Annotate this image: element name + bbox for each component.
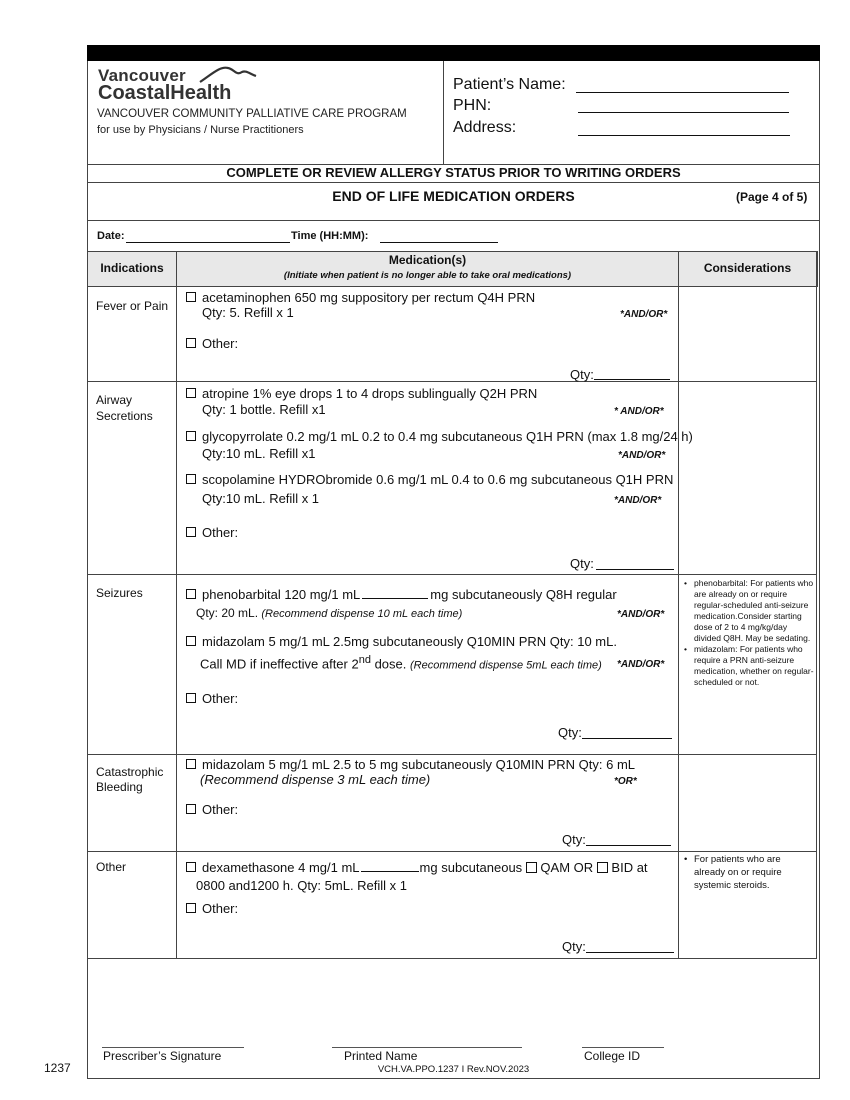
logo-coastalhealth: CoastalHealth	[98, 82, 232, 104]
qty-label: Qty:	[558, 725, 582, 740]
form-title: END OF LIFE MEDICATION ORDERS	[332, 188, 575, 204]
checkbox[interactable]	[186, 759, 196, 769]
qty-label: Qty:	[570, 367, 594, 382]
checkbox[interactable]	[186, 431, 196, 441]
consideration-phenobarbital: • phenobarbital: For patients who are already on or require regular-scheduled anti-seizure medication.Consider starting dose of 2 to 4 mg/kg/day divided Q8H. May be sedating. • midazolam: For patients who require a PRN anti-seizure medication, whether on regular-scheduled or not.	[684, 578, 814, 687]
college-id-field[interactable]	[582, 1047, 664, 1048]
column-divider	[678, 251, 679, 959]
and-or-label: *AND/OR*	[620, 309, 668, 320]
and-or-label: *AND/OR*	[617, 609, 665, 620]
address-field[interactable]	[578, 135, 790, 136]
divider	[87, 182, 820, 183]
indication-bleeding-line1: Catastrophic	[96, 765, 164, 779]
checkbox[interactable]	[186, 474, 196, 484]
med-dexamethasone-line2: 0800 and1200 h. Qty: 5mL. Refill x 1	[196, 878, 408, 893]
printed-name-field[interactable]	[332, 1047, 522, 1048]
med-midazolam-bleeding-recommend: (Recommend dispense 3 mL each time)	[200, 772, 431, 787]
col-medications: Medication(s)	[388, 253, 467, 267]
checkbox[interactable]	[186, 636, 196, 646]
med-glycopyrrolate-qty: Qty:10 mL. Refill x1	[202, 446, 316, 461]
date-label: Date:	[97, 230, 125, 242]
med-atropine-qty: Qty: 1 bottle. Refill x1	[202, 402, 326, 417]
indication-airway-line1: Airway	[96, 393, 133, 407]
col-indications: Indications	[100, 261, 164, 275]
indication-airway-line2: Secretions	[96, 409, 153, 423]
qam-checkbox[interactable]	[526, 862, 537, 873]
divider	[87, 220, 820, 221]
phn-label: PHN:	[453, 97, 492, 114]
checkbox[interactable]	[186, 388, 196, 398]
page-number: 1237	[44, 1061, 71, 1075]
and-or-label: *AND/OR*	[617, 659, 665, 670]
qty-field[interactable]	[586, 952, 674, 953]
qty-field[interactable]	[596, 569, 674, 570]
page-indicator: (Page 4 of 5)	[736, 190, 808, 204]
checkbox[interactable]	[186, 527, 196, 537]
med-scopolamine-qty: Qty:10 mL. Refill x 1	[202, 491, 320, 506]
med-midazolam-seizure-note: Call MD if ineffective after 2nd dose. (Recommend dispense 5mL each time)	[200, 654, 602, 672]
patient-name-label: Patient’s Name:	[453, 76, 566, 93]
form-code: VCH.VA.PPO.1237 I Rev.NOV.2023	[377, 1064, 530, 1075]
med-dexamethasone[interactable]: dexamethasone 4 mg/1 mL mg subcutaneous QAM OR BID at	[186, 860, 648, 875]
prescriber-signature-label: Prescriber’s Signature	[103, 1049, 222, 1063]
qty-field[interactable]	[582, 738, 672, 739]
row-divider	[87, 851, 816, 852]
col-considerations: Considerations	[703, 261, 792, 275]
med-midazolam-seizure[interactable]: midazolam 5 mg/1 mL 2.5mg subcutaneously Q10MIN PRN Qty: 10 mL.	[186, 634, 617, 649]
qty-field[interactable]	[586, 845, 671, 846]
other-option[interactable]: Other:	[186, 802, 238, 817]
med-acetaminophen[interactable]: acetaminophen 650 mg suppository per rectum Q4H PRN	[186, 290, 535, 305]
patient-name-field[interactable]	[576, 92, 789, 93]
med-phenobarbital[interactable]: phenobarbital 120 mg/1 mL mg subcutaneously Q8H regular	[186, 587, 617, 602]
indication-fever-pain: Fever or Pain	[96, 299, 169, 313]
logo-vancouver: Vancouver	[98, 66, 186, 85]
column-divider	[176, 251, 177, 959]
top-black-bar	[87, 45, 820, 61]
other-option[interactable]: Other:	[186, 691, 238, 706]
other-option[interactable]: Other:	[186, 336, 238, 351]
address-label: Address:	[453, 119, 517, 136]
header-divider	[443, 61, 444, 164]
or-label: *OR*	[614, 776, 637, 787]
prescriber-signature-field[interactable]	[102, 1047, 244, 1048]
checkbox[interactable]	[186, 292, 196, 302]
qty-label: Qty:	[562, 939, 586, 954]
other-option[interactable]: Other:	[186, 901, 238, 916]
bid-checkbox[interactable]	[597, 862, 608, 873]
checkbox[interactable]	[186, 903, 196, 913]
qty-field[interactable]	[594, 379, 670, 380]
checkbox[interactable]	[186, 862, 196, 872]
allergy-banner: COMPLETE OR REVIEW ALLERGY STATUS PRIOR TO WRITING ORDERS	[226, 165, 681, 180]
checkbox[interactable]	[186, 589, 196, 599]
program-name: VANCOUVER COMMUNITY PALLIATIVE CARE PROGRAM	[97, 108, 407, 120]
and-or-label: * AND/OR*	[614, 406, 664, 417]
med-acetaminophen-qty: Qty: 5. Refill x 1	[202, 305, 294, 320]
med-midazolam-bleeding[interactable]: midazolam 5 mg/1 mL 2.5 to 5 mg subcutaneously Q10MIN PRN Qty: 6 mL	[186, 757, 635, 772]
row-divider	[87, 958, 816, 959]
med-phenobarbital-qty: Qty: 20 mL. (Recommend dispense 10 mL each time)	[196, 606, 463, 620]
other-option[interactable]: Other:	[186, 525, 238, 540]
qty-label: Qty:	[570, 556, 594, 571]
time-label: Time (HH:MM):	[291, 230, 369, 242]
and-or-label: *AND/OR*	[614, 495, 662, 506]
med-glycopyrrolate[interactable]: glycopyrrolate 0.2 mg/1 mL 0.2 to 0.4 mg subcutaneous Q1H PRN (max 1.8 mg/24 h)	[186, 429, 693, 444]
med-scopolamine[interactable]: scopolamine HYDRObromide 0.6 mg/1 mL 0.4 to 0.6 mg subcutaneous Q1H PRN	[186, 472, 673, 487]
indication-bleeding-line2: Bleeding	[96, 780, 143, 794]
phn-field[interactable]	[578, 112, 789, 113]
row-divider	[87, 754, 816, 755]
college-id-label: College ID	[584, 1049, 641, 1063]
qty-label: Qty:	[562, 832, 586, 847]
row-divider	[87, 381, 816, 382]
med-atropine[interactable]: atropine 1% eye drops 1 to 4 drops sublingually Q2H PRN	[186, 386, 537, 401]
checkbox[interactable]	[186, 804, 196, 814]
col-medications-subtitle: (Initiate when patient is no longer able to take oral medications)	[283, 270, 572, 281]
mountain-logo-icon	[198, 62, 258, 86]
checkbox[interactable]	[186, 693, 196, 703]
consideration-dexamethasone: • For patients who are already on or require systemic steroids.	[684, 854, 782, 891]
for-use-note: for use by Physicians / Nurse Practitioners	[97, 124, 304, 136]
date-field[interactable]	[126, 242, 290, 243]
time-field[interactable]	[380, 242, 498, 243]
checkbox[interactable]	[186, 338, 196, 348]
form-frame	[87, 61, 820, 1079]
printed-name-label: Printed Name	[344, 1049, 418, 1063]
indication-other: Other	[96, 860, 127, 874]
and-or-label: *AND/OR*	[618, 450, 666, 461]
indication-seizures: Seizures	[96, 586, 143, 600]
column-divider	[816, 251, 817, 959]
row-divider	[87, 574, 816, 575]
